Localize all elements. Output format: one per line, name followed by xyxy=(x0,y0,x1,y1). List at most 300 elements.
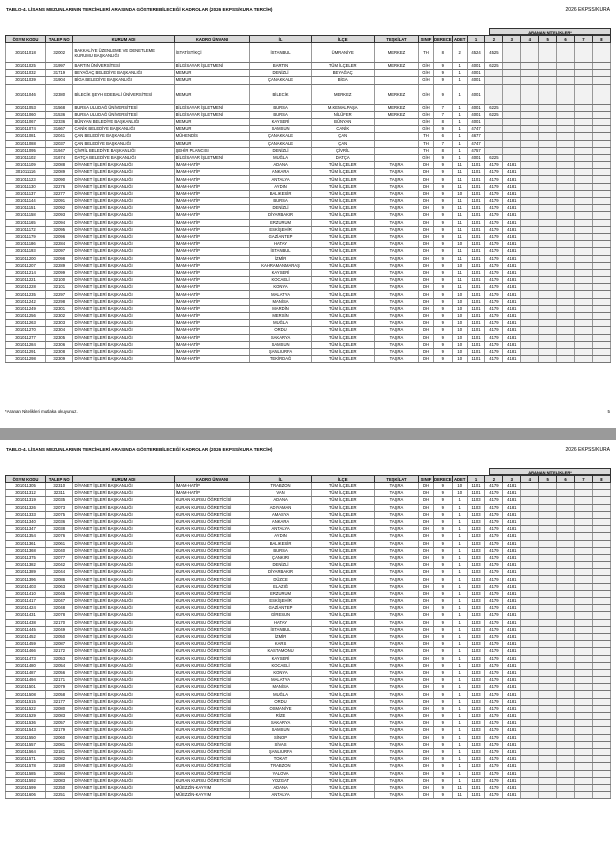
table-cell: DİYANET İŞLERİ BAŞKANLIĞI xyxy=(73,784,174,791)
table-cell: 32097 xyxy=(46,248,73,255)
table-cell xyxy=(503,126,521,133)
aranan-nitelikler-header: ARANAN NİTELİKLER* xyxy=(489,28,611,35)
table-cell: 32077 xyxy=(46,554,73,561)
table-cell: 4181 xyxy=(503,497,521,504)
column-header: 3 xyxy=(503,36,521,43)
table-cell: 1101 xyxy=(467,198,485,205)
table-cell: KURAN KURSU ÖĞRETİCİSİ xyxy=(174,619,250,626)
table-cell: TAŞRA xyxy=(374,590,418,597)
table-cell: 1103 xyxy=(467,727,485,734)
table-cell: 11 xyxy=(452,284,467,291)
table-cell: 301011361 xyxy=(6,540,46,547)
table-cell xyxy=(575,691,593,698)
table-cell: KAYSERİ xyxy=(250,118,311,125)
column-header: 7 xyxy=(575,476,593,483)
table-cell: 32060 xyxy=(46,734,73,741)
table-cell: 1 xyxy=(452,111,467,118)
table-row xyxy=(6,226,611,233)
table-cell: 1103 xyxy=(467,540,485,547)
table-cell: ŞEHİR PLANCISI xyxy=(174,147,250,154)
table-cell: TH xyxy=(419,133,434,140)
table-cell: 1 xyxy=(452,63,467,70)
table-cell: KURAN KURSU ÖĞRETİCİSİ xyxy=(174,504,250,511)
table-cell xyxy=(521,162,539,169)
table-cell xyxy=(521,734,539,741)
table-cell: TÜM İLÇELER xyxy=(311,677,374,684)
table-cell xyxy=(557,233,575,240)
table-cell: 4179 xyxy=(485,540,503,547)
table-cell: 9 xyxy=(433,511,452,518)
table-cell xyxy=(539,262,557,269)
table-cell: DENİZLİ xyxy=(250,205,311,212)
table-cell: İMAM-HATİP xyxy=(174,320,250,327)
table-cell: 11 xyxy=(452,205,467,212)
table-cell: 32054 xyxy=(46,662,73,669)
table-cell: 4181 xyxy=(503,770,521,777)
table-cell: TÜM İLÇELER xyxy=(311,241,374,248)
table-cell: 301011452 xyxy=(6,633,46,640)
table-cell: TÜM İLÇELER xyxy=(311,341,374,348)
table-cell: MEMUR xyxy=(174,84,250,104)
table-cell xyxy=(557,84,575,104)
table-cell: HATAY xyxy=(250,619,311,626)
table-cell xyxy=(575,497,593,504)
table-cell xyxy=(592,619,610,626)
table-cell xyxy=(539,526,557,533)
table-cell: 32096 xyxy=(46,233,73,240)
table-cell: 1 xyxy=(452,84,467,104)
table-cell xyxy=(557,269,575,276)
table-cell xyxy=(592,111,610,118)
table-cell: TÜM İLÇELER xyxy=(311,320,374,327)
table-cell xyxy=(592,770,610,777)
table-cell: 4179 xyxy=(485,554,503,561)
table-cell xyxy=(539,792,557,799)
table-cell: 9 xyxy=(433,583,452,590)
table-cell xyxy=(539,320,557,327)
table-cell: 8 xyxy=(433,147,452,154)
table-cell: 301011109 xyxy=(6,162,46,169)
table-cell xyxy=(521,669,539,676)
table-cell: DİYANET İŞLERİ BAŞKANLIĞI xyxy=(73,727,174,734)
table-cell xyxy=(592,70,610,77)
table-cell xyxy=(521,727,539,734)
table-cell xyxy=(557,569,575,576)
table-cell: ŞANLIURFA xyxy=(250,748,311,755)
column-header: ADET xyxy=(454,476,466,482)
table-cell xyxy=(557,598,575,605)
table-cell: 301011375 xyxy=(6,554,46,561)
table-cell xyxy=(592,713,610,720)
table-cell xyxy=(557,691,575,698)
table-row xyxy=(6,511,611,518)
table-cell: 4181 xyxy=(503,176,521,183)
table-cell: DİYANET İŞLERİ BAŞKANLIĞI xyxy=(73,612,174,619)
table-cell xyxy=(592,655,610,662)
table-row xyxy=(6,684,611,691)
table-cell: KURAN KURSU ÖĞRETİCİSİ xyxy=(174,526,250,533)
table-row xyxy=(6,698,611,705)
table-cell: 11 xyxy=(452,255,467,262)
table-cell xyxy=(592,598,610,605)
table-row xyxy=(6,104,611,111)
table-cell xyxy=(539,126,557,133)
table-cell: DİYANET İŞLERİ BAŞKANLIĞI xyxy=(73,720,174,727)
table-cell: İMAM-HATİP xyxy=(174,341,250,348)
table-row xyxy=(6,63,611,70)
table-cell: ANKARA xyxy=(250,169,311,176)
column-header: 5 xyxy=(539,476,557,483)
table-cell: 32057 xyxy=(46,720,73,727)
table-header-row xyxy=(6,476,611,483)
table-cell: TÜM İLÇELER xyxy=(311,190,374,197)
table-cell: 4179 xyxy=(485,490,503,497)
table-cell xyxy=(575,248,593,255)
table-cell: 1101 xyxy=(467,348,485,355)
table-cell xyxy=(521,313,539,320)
table-cell xyxy=(592,291,610,298)
table-cell xyxy=(592,684,610,691)
table-cell xyxy=(503,70,521,77)
table-cell: TÜM İLÇELER xyxy=(311,691,374,698)
table-cell: ŞANLIURFA xyxy=(250,348,311,355)
table-cell: 9 xyxy=(433,777,452,784)
table-cell xyxy=(592,662,610,669)
header-right-label: 2026 EKPSS/KURA xyxy=(565,7,610,13)
table-cell: TÜM İLÇELER xyxy=(311,705,374,712)
table-cell: DİYANET İŞLERİ BAŞKANLIĞI xyxy=(73,540,174,547)
table-cell: KURAN KURSU ÖĞRETİCİSİ xyxy=(174,598,250,605)
table-cell: 11 xyxy=(452,226,467,233)
table-cell xyxy=(575,713,593,720)
table-cell xyxy=(557,126,575,133)
table-cell: TAŞRA xyxy=(374,511,418,518)
table-cell: 1 xyxy=(452,598,467,605)
table-cell: DH xyxy=(419,162,434,169)
table-cell xyxy=(557,118,575,125)
table-cell xyxy=(521,341,539,348)
table-cell xyxy=(575,334,593,341)
table-cell xyxy=(592,741,610,748)
table-cell xyxy=(592,569,610,576)
table-cell: 1 xyxy=(452,641,467,648)
table-cell: 9 xyxy=(433,269,452,276)
table-cell: 4181 xyxy=(503,248,521,255)
table-cell xyxy=(575,763,593,770)
table-cell: 301011081 xyxy=(6,133,46,140)
table-cell xyxy=(521,133,539,140)
table-cell: 4179 xyxy=(485,212,503,219)
table-cell xyxy=(503,104,521,111)
table-cell xyxy=(539,104,557,111)
table-cell: 301011522 xyxy=(6,705,46,712)
table-cell: 10 xyxy=(452,241,467,248)
table-cell xyxy=(575,255,593,262)
table-cell: TAŞRA xyxy=(374,262,418,269)
table-cell: 1 xyxy=(452,497,467,504)
table-cell: ANTALYA xyxy=(250,176,311,183)
table-cell: ÇAN BELEDİYE BAŞKANLIĞI xyxy=(73,133,174,140)
table-cell: 301011564 xyxy=(6,748,46,755)
table-cell xyxy=(592,176,610,183)
table-cell: TAŞRA xyxy=(374,190,418,197)
table-cell: MERKEZ xyxy=(374,84,418,104)
table-cell xyxy=(592,583,610,590)
table-cell xyxy=(521,662,539,669)
table-cell: 9 xyxy=(433,763,452,770)
table-cell: DH xyxy=(419,262,434,269)
table-cell xyxy=(575,43,593,63)
table-cell: 32250 xyxy=(46,784,73,791)
table-cell: DİYANET İŞLERİ BAŞKANLIĞI xyxy=(73,334,174,341)
table-cell xyxy=(575,569,593,576)
table-cell: 301011060 xyxy=(6,111,46,118)
table-cell xyxy=(539,641,557,648)
table-cell: 1101 xyxy=(467,226,485,233)
table-cell: 9 xyxy=(433,669,452,676)
table-row xyxy=(6,641,611,648)
table-cell xyxy=(374,140,418,147)
table-cell: 4181 xyxy=(503,255,521,262)
table-cell xyxy=(575,677,593,684)
table-cell: 4179 xyxy=(485,327,503,334)
table-cell xyxy=(592,205,610,212)
table-cell: TAŞRA xyxy=(374,554,418,561)
table-cell: KURAN KURSU ÖĞRETİCİSİ xyxy=(174,734,250,741)
table-cell: KURAN KURSU ÖĞRETİCİSİ xyxy=(174,698,250,705)
table-cell: ANTALYA xyxy=(250,792,311,799)
table-cell: 301011039 xyxy=(6,77,46,84)
table-cell xyxy=(592,648,610,655)
table-cell: 1 xyxy=(452,104,467,111)
table-cell: 301011417 xyxy=(6,598,46,605)
table-cell: 301011088 xyxy=(6,140,46,147)
table-cell: TAŞRA xyxy=(374,341,418,348)
table-cell: 32251 xyxy=(46,792,73,799)
table-cell xyxy=(485,118,503,125)
table-cell: TH xyxy=(419,147,434,154)
table-cell: TÜM İLÇELER xyxy=(311,356,374,363)
table-cell: DH xyxy=(419,198,434,205)
table-cell xyxy=(539,205,557,212)
table-cell xyxy=(521,248,539,255)
table-cell: 4747 xyxy=(467,140,485,147)
table-cell: 1 xyxy=(452,669,467,676)
table-cell: 4181 xyxy=(503,233,521,240)
table-cell: CANİK xyxy=(311,126,374,133)
table-cell: MÜEZZİN-KAYYIM xyxy=(174,784,250,791)
table-row xyxy=(6,198,611,205)
table-cell: 1 xyxy=(452,662,467,669)
table-cell: DİYANET İŞLERİ BAŞKANLIĞI xyxy=(73,255,174,262)
table-cell: 4181 xyxy=(503,356,521,363)
table-row xyxy=(6,183,611,190)
table-row xyxy=(6,605,611,612)
table-cell xyxy=(592,327,610,334)
table-cell: 301011032 xyxy=(6,70,46,77)
table-cell: ESKİŞEHİR xyxy=(250,226,311,233)
table-cell: 11 xyxy=(452,784,467,791)
table-cell xyxy=(521,241,539,248)
table-cell: 11 xyxy=(452,169,467,176)
table-cell xyxy=(575,262,593,269)
table-cell: DH xyxy=(419,356,434,363)
table-cell: MUĞLA xyxy=(250,691,311,698)
table-cell xyxy=(485,140,503,147)
table-cell: 4179 xyxy=(485,497,503,504)
table-cell xyxy=(592,169,610,176)
column-header: KURUM ADI xyxy=(73,476,174,483)
table-cell: 11 xyxy=(452,248,467,255)
table-cell xyxy=(521,784,539,791)
table-cell: 4181 xyxy=(503,162,521,169)
table-cell xyxy=(503,63,521,70)
table-cell xyxy=(539,547,557,554)
table-cell xyxy=(592,518,610,525)
table-row xyxy=(6,140,611,147)
table-cell: 301011018 xyxy=(6,43,46,63)
table-cell: KURAN KURSU ÖĞRETİCİSİ xyxy=(174,554,250,561)
table-cell: 1 xyxy=(452,562,467,569)
table-cell xyxy=(575,756,593,763)
table-cell: 301011466 xyxy=(6,648,46,655)
table-cell: 9 xyxy=(433,641,452,648)
table-cell: 11 xyxy=(452,212,467,219)
table-row xyxy=(6,626,611,633)
table-cell: 32073 xyxy=(46,504,73,511)
table-cell: DİYANET İŞLERİ BAŞKANLIĞI xyxy=(73,298,174,305)
table-cell: İMAM-HATİP xyxy=(174,212,250,219)
table-cell: 9 xyxy=(433,605,452,612)
table-cell: 4179 xyxy=(485,305,503,312)
table-cell: DH xyxy=(419,226,434,233)
table-cell: 301011242 xyxy=(6,298,46,305)
table-cell: 9 xyxy=(433,792,452,799)
table-cell: 1 xyxy=(452,576,467,583)
table-cell: 1101 xyxy=(467,262,485,269)
table-cell: RİZE xyxy=(250,713,311,720)
table-cell xyxy=(521,255,539,262)
table-cell: 4181 xyxy=(503,648,521,655)
table-cell: 9 xyxy=(433,576,452,583)
table-cell xyxy=(557,205,575,212)
footnote: *Aranan Nitelikleri mutlaka okuyunuz. xyxy=(5,409,78,414)
table-cell: 1101 xyxy=(467,356,485,363)
table-cell: DH xyxy=(419,554,434,561)
column-header: TALEP NO xyxy=(46,476,73,483)
table-cell: ADIYAMAN xyxy=(250,504,311,511)
table-cell xyxy=(539,255,557,262)
table-cell: 4181 xyxy=(503,626,521,633)
table-cell xyxy=(539,483,557,490)
table-row xyxy=(6,70,611,77)
table-cell: 32177 xyxy=(46,698,73,705)
table-cell: 32048 xyxy=(46,605,73,612)
table-cell: 32090 xyxy=(46,176,73,183)
table-cell: İMAM-HATİP xyxy=(174,205,250,212)
table-cell xyxy=(521,226,539,233)
table-cell: 4181 xyxy=(503,691,521,698)
table-row xyxy=(6,305,611,312)
table-cell xyxy=(521,205,539,212)
table-cell: TAŞRA xyxy=(374,784,418,791)
table-cell: 4181 xyxy=(503,655,521,662)
table-cell: 1 xyxy=(452,77,467,84)
table-cell xyxy=(557,219,575,226)
table-cell: 301011424 xyxy=(6,605,46,612)
table-cell xyxy=(539,334,557,341)
table-cell: TAŞRA xyxy=(374,533,418,540)
table-cell: TÜM İLÇELER xyxy=(311,183,374,190)
table-cell xyxy=(539,626,557,633)
table-cell xyxy=(485,70,503,77)
table-cell: 4181 xyxy=(503,777,521,784)
table-cell xyxy=(521,320,539,327)
table-cell: TÜM İLÇELER xyxy=(311,313,374,320)
table-cell: 10 xyxy=(452,348,467,355)
table-cell xyxy=(557,562,575,569)
table-cell: ÇİVRİL BELEDİYE BAŞKANLIĞI xyxy=(73,147,174,154)
table-cell: BİLGİSAYAR İŞLETMENİ xyxy=(174,104,250,111)
table-cell: 4179 xyxy=(485,583,503,590)
table-cell: BİLGİSAYAR İŞLETMENİ xyxy=(174,63,250,70)
table-cell: TAŞRA xyxy=(374,669,418,676)
table-cell xyxy=(539,734,557,741)
table-cell: DİYANET İŞLERİ BAŞKANLIĞI xyxy=(73,226,174,233)
table-cell: 8 xyxy=(433,118,452,125)
table-cell: 32044 xyxy=(46,569,73,576)
table-cell: 1 xyxy=(452,526,467,533)
table-cell xyxy=(557,284,575,291)
table-cell: 32083 xyxy=(46,777,73,784)
table-cell: DH xyxy=(419,655,434,662)
table-cell: DH xyxy=(419,169,434,176)
table-cell: 4181 xyxy=(503,334,521,341)
table-cell: TÜM İLÇELER xyxy=(311,713,374,720)
table-cell: 9 xyxy=(433,677,452,684)
table-cell: 1 xyxy=(452,504,467,511)
table-cell: DH xyxy=(419,219,434,226)
table-cell: GAZİANTEP xyxy=(250,605,311,612)
table-cell: 301011599 xyxy=(6,784,46,791)
table-cell: 301011270 xyxy=(6,327,46,334)
table-cell xyxy=(485,84,503,104)
table-cell: ESKİŞEHİR xyxy=(250,598,311,605)
table-cell: 9 xyxy=(433,598,452,605)
table-cell: TÜM İLÇELER xyxy=(311,518,374,525)
table-body xyxy=(6,483,611,799)
table-row xyxy=(6,576,611,583)
table-cell: KURAN KURSU ÖĞRETİCİSİ xyxy=(174,518,250,525)
table-cell: 32045 xyxy=(46,590,73,597)
table-cell: 1101 xyxy=(467,269,485,276)
table-cell: 301011074 xyxy=(6,126,46,133)
table-cell: TAŞRA xyxy=(374,648,418,655)
table-cell: DİYANET İŞLERİ BAŞKANLIĞI xyxy=(73,490,174,497)
table-cell: 32050 xyxy=(46,633,73,640)
table-cell: DİYANET İŞLERİ BAŞKANLIĞI xyxy=(73,162,174,169)
table-cell: TAŞRA xyxy=(374,547,418,554)
table-cell: DH xyxy=(419,662,434,669)
table-cell: 301011123 xyxy=(6,176,46,183)
table-cell: 4181 xyxy=(503,327,521,334)
column-header: TALEP NO xyxy=(46,36,73,43)
table-cell: 301011256 xyxy=(6,313,46,320)
table-cell: GİH xyxy=(419,84,434,104)
table-cell: 1103 xyxy=(467,497,485,504)
table-cell: 1101 xyxy=(467,205,485,212)
table-cell xyxy=(521,698,539,705)
